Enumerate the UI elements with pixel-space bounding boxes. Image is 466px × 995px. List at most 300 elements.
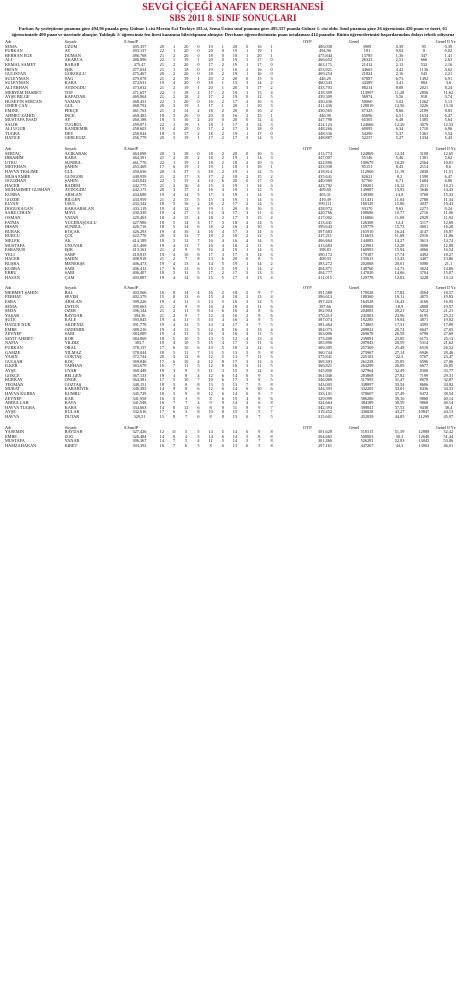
value-cell: 433,959: [132, 197, 147, 202]
name-cell: BURCU: [5, 234, 20, 239]
value-cell: 304,665: [318, 434, 332, 439]
value-cell: 1: [197, 85, 200, 90]
value-cell: 2: [172, 313, 176, 318]
value-cell: 439,309: [318, 95, 332, 100]
value-cell: 6: [258, 401, 261, 406]
value-cell: 3: [246, 327, 249, 332]
name-cell: KARA: [64, 405, 77, 410]
value-cell: 21: [159, 95, 164, 100]
value-cell: 367,133: [132, 373, 147, 378]
value-cell: 430,339: [132, 211, 147, 216]
name-cell: UYAR: [64, 368, 77, 373]
value-cell: 181: [363, 49, 371, 54]
value-cell: 453,469: [132, 165, 147, 170]
value-cell: 884: [420, 81, 428, 86]
value-cell: 20: [159, 355, 164, 360]
value-cell: 15: [159, 414, 164, 419]
value-cell: 3: [270, 160, 273, 165]
value-cell: 2830: [419, 170, 429, 175]
name-cell: ÖNGE: [64, 378, 77, 383]
value-cell: 14: [232, 401, 238, 406]
value-cell: 9: [258, 318, 261, 323]
value-cell: 3108: [419, 151, 429, 156]
value-cell: 19: [184, 104, 189, 109]
value-cell: 11: [257, 355, 262, 360]
value-cell: 14: [184, 108, 189, 113]
value-cell: 0: [246, 95, 249, 100]
value-cell: 2: [197, 156, 200, 161]
value-cell: 55146: [361, 156, 373, 161]
value-cell: 164528: [360, 300, 374, 305]
value-cell: 5: [246, 410, 249, 415]
value-cell: 5,64: [444, 118, 453, 123]
value-cell: 100679: [360, 160, 374, 165]
value-cell: 3: [246, 136, 249, 141]
value-cell: 7: [172, 443, 176, 448]
value-cell: 6: [221, 257, 224, 262]
value-cell: 5,37: [395, 131, 404, 136]
value-cell: 7: [270, 410, 273, 415]
value-cell: 18: [208, 108, 213, 113]
value-cell: 17: [232, 136, 238, 141]
value-cell: 17: [208, 136, 213, 141]
value-cell: 6: [185, 443, 188, 448]
value-cell: 6596: [419, 359, 429, 364]
value-cell: 38,59: [394, 401, 405, 406]
value-cell: 443,042: [132, 179, 147, 184]
value-cell: 10: [184, 346, 189, 350]
value-cell: 0: [270, 131, 273, 136]
name-cell: KAYA: [64, 401, 77, 406]
value-cell: 112960: [360, 170, 374, 175]
name-cell: YASEMİN: [5, 430, 25, 435]
value-cell: 8: [209, 396, 212, 401]
value-cell: 18: [232, 53, 238, 58]
value-cell: 4: [270, 327, 273, 332]
name-cell: BELGEN: [64, 373, 82, 378]
value-cell: 20: [184, 72, 189, 77]
name-cell: ALİ: [5, 58, 13, 63]
value-cell: 4: [246, 332, 249, 337]
value-cell: 10: [184, 359, 189, 364]
value-cell: 4: [197, 290, 200, 295]
value-cell: 0: [246, 257, 249, 262]
value-cell: 16: [257, 206, 262, 211]
value-cell: 159779: [360, 225, 374, 230]
section-gap: [0, 141, 466, 145]
name-cell: KOÇAK: [64, 229, 80, 234]
value-cell: 5: [270, 220, 273, 225]
value-cell: 20: [208, 58, 213, 63]
name-cell: SÜLEYMAN: [5, 81, 29, 86]
value-cell: 3: [246, 341, 249, 346]
name-cell: KÜBRA: [5, 266, 21, 271]
value-cell: 10,12: [394, 183, 405, 188]
value-cell: 10: [257, 104, 262, 109]
value-cell: 3: [270, 346, 273, 350]
value-cell: 17,89: [443, 323, 454, 328]
value-cell: 16: [232, 364, 238, 369]
value-cell: 8,6: [445, 165, 452, 170]
value-cell: 334,663: [132, 405, 147, 410]
value-cell: 7: [185, 401, 188, 406]
value-cell: 384189: [360, 401, 374, 406]
value-cell: 148760: [360, 266, 374, 271]
value-cell: 149887: [360, 188, 374, 193]
value-cell: 12: [257, 234, 262, 239]
value-cell: 7: [270, 405, 273, 410]
value-cell: 17: [208, 104, 213, 109]
value-cell: 3: [246, 252, 249, 257]
value-cell: 11,04: [394, 197, 405, 202]
value-cell: 5: [197, 271, 200, 276]
value-cell: 5: [197, 318, 200, 323]
value-cell: 4: [221, 197, 224, 202]
value-cell: 8: [258, 313, 261, 318]
value-cell: 3: [270, 104, 273, 109]
value-cell: 19: [159, 81, 164, 86]
value-cell: 20: [159, 151, 164, 156]
value-cell: 14: [184, 220, 189, 225]
value-cell: 3: [270, 229, 273, 234]
value-cell: 257369: [360, 346, 374, 350]
value-cell: 20: [232, 151, 238, 156]
value-cell: 7: [197, 350, 200, 355]
value-cell: 446,99: [319, 113, 331, 118]
name-cell: TEOMAN: [5, 382, 24, 387]
value-cell: 342,393: [318, 405, 332, 410]
value-cell: 5: [221, 355, 224, 360]
value-cell: 918: [420, 95, 428, 100]
value-cell: 345,729: [132, 391, 147, 396]
value-cell: 51,39: [394, 430, 405, 435]
value-cell: 2: [246, 67, 249, 72]
value-cell: 21: [159, 197, 164, 202]
name-cell: SEDA: [5, 309, 17, 314]
value-cell: 21: [159, 76, 164, 81]
value-cell: 4: [172, 261, 176, 266]
value-cell: 8: [221, 405, 224, 410]
value-cell: 2: [172, 53, 176, 58]
value-cell: 11,51: [443, 170, 454, 175]
name-cell: ZEYNEP: [5, 396, 22, 401]
value-cell: 12,4: [395, 220, 404, 225]
value-cell: 301,466: [318, 439, 332, 444]
value-cell: 0: [270, 58, 273, 63]
value-cell: 5: [270, 257, 273, 262]
value-cell: 11: [184, 271, 189, 276]
value-cell: 0,39: [395, 44, 404, 49]
value-cell: 11,28: [394, 90, 405, 95]
name-cell: SARP: [64, 252, 76, 257]
value-cell: 10,77: [394, 211, 405, 216]
value-cell: 67887: [361, 76, 373, 81]
name-cell: ÜNÜVAR: [64, 243, 83, 248]
value-cell: 5: [258, 443, 261, 448]
value-cell: 19,82: [443, 318, 454, 323]
value-cell: 160993: [360, 248, 374, 253]
value-cell: 2: [172, 309, 176, 314]
value-cell: 5,54: [444, 131, 453, 136]
name-cell: AYŞE: [5, 368, 16, 373]
value-cell: 10: [208, 378, 213, 383]
value-cell: 3: [197, 170, 200, 175]
value-cell: 17: [184, 188, 189, 193]
value-cell: 12: [257, 188, 262, 193]
value-cell: 1: [197, 76, 200, 81]
value-cell: 2: [246, 318, 249, 323]
value-cell: 19,04: [394, 318, 405, 323]
value-cell: 459,071: [132, 122, 147, 127]
name-cell: AY: [64, 118, 71, 123]
value-cell: 19: [159, 323, 164, 328]
value-cell: 6,86: [444, 179, 453, 184]
value-cell: 263299: [360, 364, 374, 369]
value-cell: 450,436: [318, 99, 332, 104]
value-cell: 3: [172, 368, 176, 373]
value-cell: 12: [208, 387, 213, 392]
value-cell: 2: [221, 72, 224, 77]
name-cell: SÜNBÜL: [64, 225, 82, 230]
value-cell: 20: [257, 53, 262, 58]
value-cell: 5: [270, 95, 273, 100]
value-cell: 5: [197, 327, 200, 332]
value-cell: 4: [246, 225, 249, 230]
value-cell: 4: [246, 401, 249, 406]
value-cell: 396,144: [132, 309, 147, 314]
value-cell: 9: [197, 396, 200, 401]
value-cell: 1684: [419, 179, 429, 184]
value-cell: 14: [208, 179, 213, 184]
value-cell: 15: [257, 215, 262, 220]
value-cell: 0: [197, 62, 200, 67]
value-cell: 12: [257, 368, 262, 373]
name-cell: PEKÇE: [64, 108, 79, 113]
value-cell: 4: [197, 401, 200, 406]
name-cell: ALİ UĞUR: [5, 127, 26, 132]
name-cell: ALİ ERHAN: [5, 85, 29, 90]
name-cell: KARABIYIK: [64, 387, 89, 392]
value-cell: 413,161: [132, 248, 147, 253]
value-cell: 15: [257, 174, 262, 179]
value-cell: 5: [197, 193, 200, 197]
value-cell: 304,392: [132, 443, 147, 448]
value-cell: 27,69: [443, 332, 454, 337]
value-cell: 1: [172, 122, 176, 127]
value-cell: 19: [232, 266, 238, 271]
value-cell: 433,703: [318, 85, 332, 90]
value-cell: 399,063: [132, 304, 147, 309]
name-cell: GÖKTAŞ: [64, 355, 82, 360]
value-cell: 15: [184, 179, 189, 184]
value-cell: 2716: [419, 211, 429, 216]
value-cell: 21: [159, 108, 164, 113]
value-cell: 2856: [419, 90, 429, 95]
value-cell: 128810: [360, 104, 374, 109]
value-cell: 360,744: [318, 350, 332, 355]
name-cell: SALİH: [5, 122, 18, 127]
value-cell: 9868: [419, 396, 429, 401]
value-cell: 2: [221, 290, 224, 295]
value-cell: 40,14: [443, 396, 454, 401]
value-cell: 406,473: [132, 261, 147, 266]
value-cell: 19: [232, 90, 238, 95]
value-cell: 239891: [360, 336, 374, 341]
value-cell: 14: [232, 434, 238, 439]
value-cell: 475,47: [133, 62, 146, 67]
value-cell: 3: [246, 215, 249, 220]
name-cell: BURKAY: [5, 378, 23, 383]
value-cell: 6: [221, 387, 224, 392]
value-cell: 436828: [360, 410, 374, 415]
value-cell: 19: [184, 136, 189, 141]
value-cell: 3: [270, 252, 273, 257]
value-cell: 413,441: [318, 220, 332, 225]
value-cell: 18: [184, 67, 189, 72]
value-cell: 433,342: [132, 202, 147, 207]
value-cell: 1361: [419, 131, 429, 136]
value-cell: 82621: [361, 174, 373, 179]
value-cell: 2: [172, 62, 176, 67]
value-cell: 3098: [419, 243, 429, 248]
value-cell: 21: [159, 156, 164, 161]
value-cell: 11: [257, 364, 262, 369]
value-cell: 5: [172, 220, 176, 225]
value-cell: 8: [197, 206, 200, 211]
value-cell: 389,216: [132, 327, 147, 332]
value-cell: 390,172: [318, 252, 332, 257]
value-cell: 6: [197, 266, 200, 271]
value-cell: 3,6: [445, 81, 452, 86]
value-cell: 0: [197, 127, 200, 132]
value-cell: 22: [159, 99, 164, 104]
column-header: Genel İl Yz: [435, 40, 456, 44]
column-header: Genel İl Yz: [435, 286, 456, 291]
value-cell: 14: [208, 430, 213, 435]
value-cell: 20: [232, 257, 238, 262]
value-cell: 398,83: [319, 248, 331, 253]
value-cell: 17: [232, 229, 238, 234]
value-cell: 113907: [360, 90, 374, 95]
value-cell: 2: [172, 304, 176, 309]
value-cell: 326,484: [132, 434, 147, 439]
value-cell: 44665: [361, 67, 373, 72]
value-cell: 1: [246, 156, 249, 161]
value-cell: 13: [208, 350, 213, 355]
value-cell: 12: [208, 359, 213, 364]
value-cell: 6677: [419, 364, 429, 369]
name-cell: SÜLEYMAN: [5, 76, 29, 81]
value-cell: 399,111: [318, 202, 332, 207]
value-cell: 4: [221, 323, 224, 328]
value-cell: 372,744: [132, 355, 147, 360]
value-cell: 16: [208, 229, 213, 234]
value-cell: 20: [184, 62, 189, 67]
value-cell: 666: [420, 58, 428, 63]
value-cell: 6518: [419, 346, 429, 350]
value-cell: 5: [246, 439, 249, 444]
value-cell: 14: [184, 290, 189, 295]
value-cell: 16: [184, 229, 189, 234]
value-cell: 385,896: [318, 341, 332, 346]
value-cell: 19: [159, 332, 164, 337]
value-cell: 393,845: [132, 318, 147, 323]
value-cell: 4: [172, 193, 176, 197]
value-cell: 16,43: [394, 300, 405, 305]
name-cell: GÜNGÖR: [64, 174, 83, 179]
value-cell: 5: [172, 336, 176, 341]
value-cell: 448,887: [318, 136, 332, 141]
value-cell: 9: [258, 430, 261, 435]
value-cell: 3: [246, 378, 249, 383]
value-cell: 26,09: [394, 364, 405, 369]
value-cell: 17: [257, 85, 262, 90]
value-cell: 422,886: [318, 160, 332, 165]
value-cell: 1: [221, 44, 224, 49]
value-cell: 19: [159, 341, 164, 346]
value-cell: 12,68: [443, 220, 454, 225]
name-cell: MENEKŞE: [64, 261, 85, 266]
value-cell: 14: [257, 136, 262, 141]
name-cell: SAĞ: [64, 76, 74, 81]
value-cell: 433,119: [132, 206, 147, 211]
name-cell: MUSA EMRE: [5, 174, 31, 179]
value-cell: 144083: [360, 238, 374, 243]
value-cell: 16: [208, 238, 213, 243]
value-cell: 0: [221, 118, 224, 123]
value-cell: 0: [221, 113, 224, 118]
value-cell: 21412: [361, 62, 373, 67]
value-cell: 403,31: [319, 193, 331, 197]
value-cell: 44,85: [394, 414, 405, 419]
value-cell: 2: [270, 174, 273, 179]
value-cell: 383,272: [318, 261, 332, 266]
value-cell: 5: [197, 434, 200, 439]
value-cell: 5: [221, 430, 224, 435]
value-cell: 2: [197, 95, 200, 100]
value-cell: 12: [184, 206, 189, 211]
value-cell: 3079: [419, 122, 429, 127]
value-cell: 15: [208, 275, 213, 280]
value-cell: 346,069: [318, 378, 332, 383]
value-cell: 18: [208, 202, 213, 207]
value-cell: 381,464: [318, 323, 332, 328]
value-cell: 16: [232, 300, 238, 305]
value-cell: 6: [172, 410, 176, 415]
value-cell: 18: [208, 151, 213, 156]
value-cell: 12: [257, 170, 262, 175]
value-cell: 397,683: [318, 229, 332, 234]
value-cell: 5: [270, 323, 273, 328]
value-cell: 53,06: [443, 439, 454, 444]
value-cell: 5: [246, 434, 249, 439]
value-cell: 12,82: [394, 275, 405, 280]
value-cell: 95: [421, 44, 427, 49]
value-cell: 442,775: [132, 183, 147, 188]
value-cell: 348,151: [132, 382, 147, 387]
value-cell: 5: [172, 396, 176, 401]
value-cell: 433,938: [318, 165, 332, 170]
value-cell: 1: [270, 53, 273, 58]
value-cell: 5,62: [444, 156, 453, 161]
column-header: Genel İl Yz: [435, 425, 456, 430]
value-cell: 18: [232, 295, 238, 300]
name-cell: ŞAHİN: [64, 165, 78, 170]
value-cell: 11,68: [394, 215, 405, 220]
value-cell: 408,93: [319, 257, 331, 262]
name-cell: AHMET ZAHİD: [5, 113, 35, 118]
value-cell: 12: [184, 355, 189, 360]
